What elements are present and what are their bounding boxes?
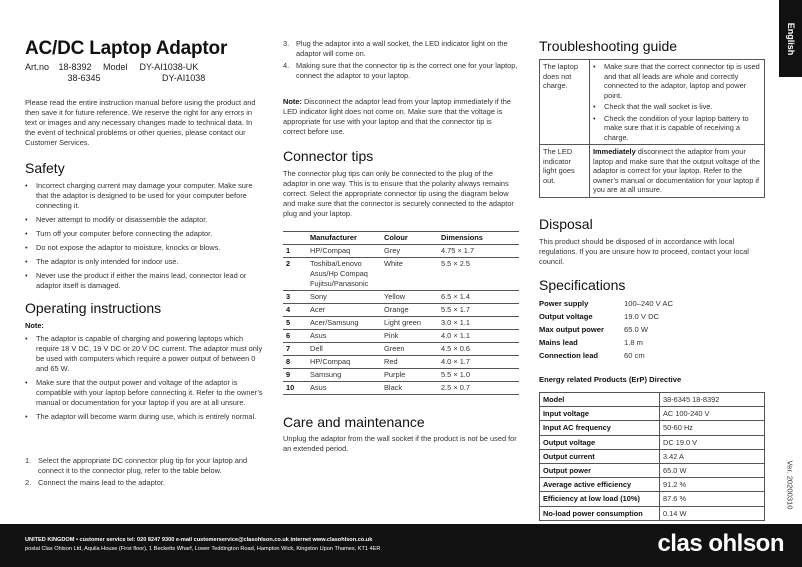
table-row [540,393,765,407]
erp-key: Output voltage [540,435,660,449]
operating-steps-2 [283,39,519,83]
cell-colour: Purple [384,370,406,379]
model-1: DY-AI1038-UK [139,62,199,72]
cell-idx: 5 [286,318,291,327]
trouble-cause: The LED indicator light goes out. [540,145,590,198]
artno-label: Art.no [25,62,50,72]
cell-mfr: HP/Compaq [310,357,351,366]
footer-contact: UNITED KINGDOM • customer service tel: 020 8247 9300 e-mail customerservice@clasohlson.co.uk internet www.clasohlson.co.uk [25,537,373,543]
cell-idx: 2 [286,259,291,268]
cell-dim: 4.0 × 1.1 [441,331,470,340]
erp-value: DC 19.0 V [660,435,765,449]
cell-colour: Red [384,357,398,366]
erp-value: 87.6 % [660,492,765,506]
cell-dim: 5.5 × 1.7 [441,305,470,314]
cell-dim: 4.5 × 0.6 [441,344,470,353]
troubleshooting-table [539,59,765,198]
list-item: • Make sure that the output power and voltage of the adaptor is compatible with your laptop before connecting it. Refer to the owner’s manual or documentation for your laptop if you are at all unsure. [25,378,265,408]
cell-mfr: Samsung [310,370,342,379]
cell-idx: 8 [286,357,291,366]
cell-idx: 4 [286,305,291,314]
erp-key: Output current [540,449,660,463]
cell-mfr: HP/Compaq [310,246,351,255]
list-item: • Never use the product if either the mains lead, connector lead or adaptor itself is damaged. [25,271,257,291]
table-row [540,407,765,421]
cell-mfr: Sony [310,292,327,301]
care-heading: Care and maintenance [283,414,425,430]
spec-row: Connection lead 60 cm [539,351,645,360]
erp-value: 65.0 W [660,463,765,477]
cell-idx: 10 [286,383,295,392]
connector-heading: Connector tips [283,148,374,164]
cell-colour: Black [384,383,403,392]
table-row [283,330,519,343]
operating-steps-1 [25,456,265,490]
list-item: • Make sure that the correct connector tip is used and that all leads are whole and correctly connected to the adaptor, laptop and power point. [593,62,761,100]
erp-value: 50-60 Hz [660,421,765,435]
erp-heading: Energy related Products (ErP) Directive [539,375,682,384]
erp-key: Input voltage [540,407,660,421]
erp-key: No-load power consumption [540,506,660,520]
table-row [540,478,765,492]
erp-key: Efficiency at low load (10%) [540,492,660,506]
list-item: • Turn off your computer before connecting the adaptor. [25,229,257,239]
spec-row: Max output power 65.0 W [539,325,649,334]
trouble-cause: The laptop does not charge. [540,60,590,145]
note-label: Note: [25,321,44,330]
erp-table [539,392,765,521]
cell-dim: 2.5 × 0.7 [441,383,470,392]
cell-colour: White [384,259,403,268]
table-row [540,506,765,520]
safety-heading: Safety [25,160,65,176]
footer-address: postal Clas Ohlson Ltd, Aquila House (First floor), 1 Becketts Wharf, Lower Teddington Road, Hampton Wick, Kingston Upon Thames, KT1 4ER [25,546,381,552]
cell-idx: 7 [286,344,291,353]
list-item: • Never attempt to modify or disassemble the adaptor. [25,215,257,225]
model-2: DY-AI1038 [162,73,206,83]
operating-note-2: Note: Disconnect the adaptor lead from your laptop immediately if the LED indicator light does not come on. Make sure that the voltage is appropriate for use with your laptop and that the connector tip is correct before use. [283,97,511,136]
table-row [283,382,519,395]
erp-key: Model [540,393,660,407]
table-row [283,356,519,369]
cell-colour: Orange [384,305,409,314]
cell-mfr: Acer/Samsung [310,318,359,327]
model-label: Model [103,62,128,72]
cell-colour: Pink [384,331,399,340]
cell-idx: 3 [286,292,291,301]
table-row [540,492,765,506]
safety-list [25,181,257,295]
list-item: • The adaptor is capable of charging and powering laptops which require 18 V DC, 19 V DC or 20 V DC current. The adaptor must only be used with computers which require a power output of between 0 and 65 W. [25,334,265,374]
list-item: • Check the condition of your laptop battery to make sure that it is capable of receiving a charge. [593,114,761,143]
cell-idx: 1 [286,246,291,255]
cell-dim: 4.75 × 1.7 [441,246,475,255]
cell-mfr: Acer [310,305,326,314]
table-header-row [283,232,519,245]
language-tab: English [779,0,802,77]
spec-row: Output voltage 19.0 V DC [539,312,660,321]
operating-heading: Operating instructions [25,300,162,316]
table-row [540,435,765,449]
spec-row: Power supply 100–240 V AC [539,299,673,308]
cell-colour: Green [384,344,405,353]
table-row [540,145,765,198]
cell-dim: 4.0 × 1.7 [441,357,470,366]
cell-mfr: Toshiba/Lenovo Asus/Hp Compaq Fujitsu/Panasonic [310,259,369,288]
erp-key: Output power [540,463,660,477]
trouble-remedy [590,60,765,145]
table-row [540,60,765,145]
list-item: 3. Plug the adaptor into a wall socket, the LED indicator light on the adaptor will come on. [283,39,508,58]
erp-key: Average active efficiency [540,478,660,492]
cell-idx: 6 [286,331,291,340]
table-row [283,304,519,317]
spec-row: Mains lead 1.8 m [539,338,643,347]
intro-text: Please read the entire instruction manual before using the product and then save it for future reference. We reserve the right for any errors in text or images and any necessary changes made to technical data. In the event of technical problems or other queries, please contact our Customer Services. [25,98,256,147]
specs-list [539,297,673,362]
table-row [283,369,519,382]
cell-dim: 5.5 × 1.0 [441,370,470,379]
artno-number-1: 18-8392 [58,62,92,72]
cell-colour: Grey [384,246,401,255]
footer [0,524,802,567]
cell-mfr: Asus [310,383,327,392]
care-text: Unplug the adaptor from the wall socket if the product is not be used for an extended period. [283,434,517,453]
operating-notes [25,334,265,426]
table-row [283,317,519,330]
version-label: Ver. 20200310 [785,460,795,510]
table-row [283,258,519,291]
table-row [540,421,765,435]
list-item: • Check that the wall socket is live. [593,102,761,112]
erp-value: 91.2 % [660,478,765,492]
specs-heading: Specifications [539,277,626,293]
list-item: • The adaptor will become warm during use, which is entirely normal. [25,412,265,422]
disposal-text: This product should be disposed of in accordance with local regulations. If you are unsure how to proceed, contact your local council. [539,237,749,266]
cell-dim: 6.5 × 1.4 [441,292,470,301]
erp-value: 3.42 A [660,449,765,463]
table-row [540,449,765,463]
table-row [283,291,519,304]
cell-dim: 3.0 × 1.1 [441,318,470,327]
artno-number-2: 38-6345 [67,73,101,83]
cell-idx: 9 [286,370,291,379]
disposal-heading: Disposal [539,216,593,232]
column-header: Dimensions [441,233,483,242]
table-row [540,463,765,477]
table-row [283,245,519,258]
brand-logo: clas ohlson [657,530,784,557]
erp-value: 0.14 W [660,506,765,520]
list-item: 1. Select the appropriate DC connector plug tip for your laptop and connect it to the connector plug, refer to the table below. [25,456,248,475]
page-title: AC/DC Laptop Adaptor [25,38,228,59]
trouble-heading: Troubleshooting guide [539,38,678,54]
connector-table [283,231,519,395]
list-item: • Incorrect charging current may damage your computer. Make sure that the adaptor is designed to be used for your computer before connecting it. [25,181,257,211]
list-item: 2. Connect the mains lead to the adaptor. [25,478,165,487]
erp-key: Input AC frequency [540,421,660,435]
cell-mfr: Dell [310,344,323,353]
trouble-remedy: Immediately disconnect the adaptor from your laptop and make sure that the output voltage of the adaptor is correct for your laptop. Refer to the owner’s manual or documentation for your laptop if you are at all unsure. [590,145,765,198]
article-numbers [25,62,205,84]
cell-mfr: Asus [310,331,327,340]
column-header: Colour [384,233,408,242]
column-header: Manufacturer [310,233,357,242]
list-item: • Do not expose the adaptor to moisture, knocks or blows. [25,243,257,253]
cell-colour: Light green [384,318,421,327]
list-item: 4. Making sure that the connector tip is the correct one for your laptop, connect the adaptor to your laptop. [283,61,518,80]
erp-value: 38-6345 18-8392 [660,393,765,407]
table-row [283,343,519,356]
list-item: • The adaptor is only intended for indoor use. [25,257,257,267]
cell-dim: 5.5 × 2.5 [441,259,470,268]
erp-value: AC 100-240 V [660,407,765,421]
cell-colour: Yellow [384,292,406,301]
connector-text: The connector plug tips can only be connected to the plug of the adaptor in one way. This is to ensure that the polarity always remains correct. Select the appropriate connector tip using the diagram below and make sure that the connector is securely connected to the adaptor plug and your laptop. [283,169,514,218]
